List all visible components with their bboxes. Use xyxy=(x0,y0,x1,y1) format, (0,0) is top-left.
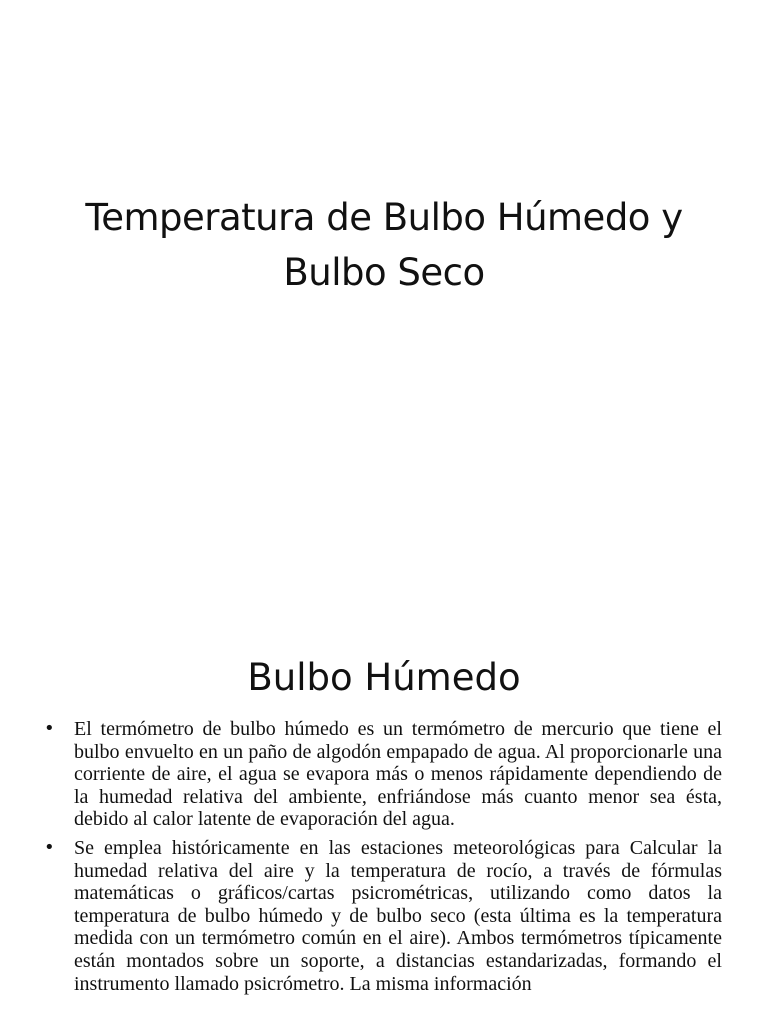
bullet-item xyxy=(42,718,722,831)
presentation-title: Temperatura de Bulbo Húmedo y Bulbo Seco xyxy=(85,196,683,294)
bullet-text: El termómetro de bulbo húmedo es un termómetro de mercurio que tiene el bulbo envuelto en un paño de algodón empapado de agua. Al proporcionarle una corriente de aire, el agua se evapora más o menos rápidamente dependiendo de la humedad relativa del ambiente, enfriándose más cuanto menor sea ésta, debido al calor latente de evaporación del agua. xyxy=(74,718,722,831)
bullet-item xyxy=(42,837,722,995)
slide-title: Bulbo Húmedo xyxy=(247,656,521,699)
bullet-list xyxy=(42,718,722,1001)
bullet-marker: • xyxy=(44,836,55,858)
content-slide xyxy=(0,600,768,1024)
bullet-text: Se emplea históricamente en las estaciones meteorológicas para Calcular la humedad relativa del aire y la temperatura de rocío, a través de fórmulas matemáticas o gráficos/cartas psicrométricas, utilizando como datos la temperatura de bulbo húmedo y de bulbo seco (esta última es la temperatura medida con un termómetro común en el aire). Ambos termómetros típicamente están montados sobre un soporte, a distancias estandarizadas, formando el instrumento llamado psicrómetro. La misma información xyxy=(74,836,722,995)
bullet-marker: • xyxy=(44,718,55,739)
